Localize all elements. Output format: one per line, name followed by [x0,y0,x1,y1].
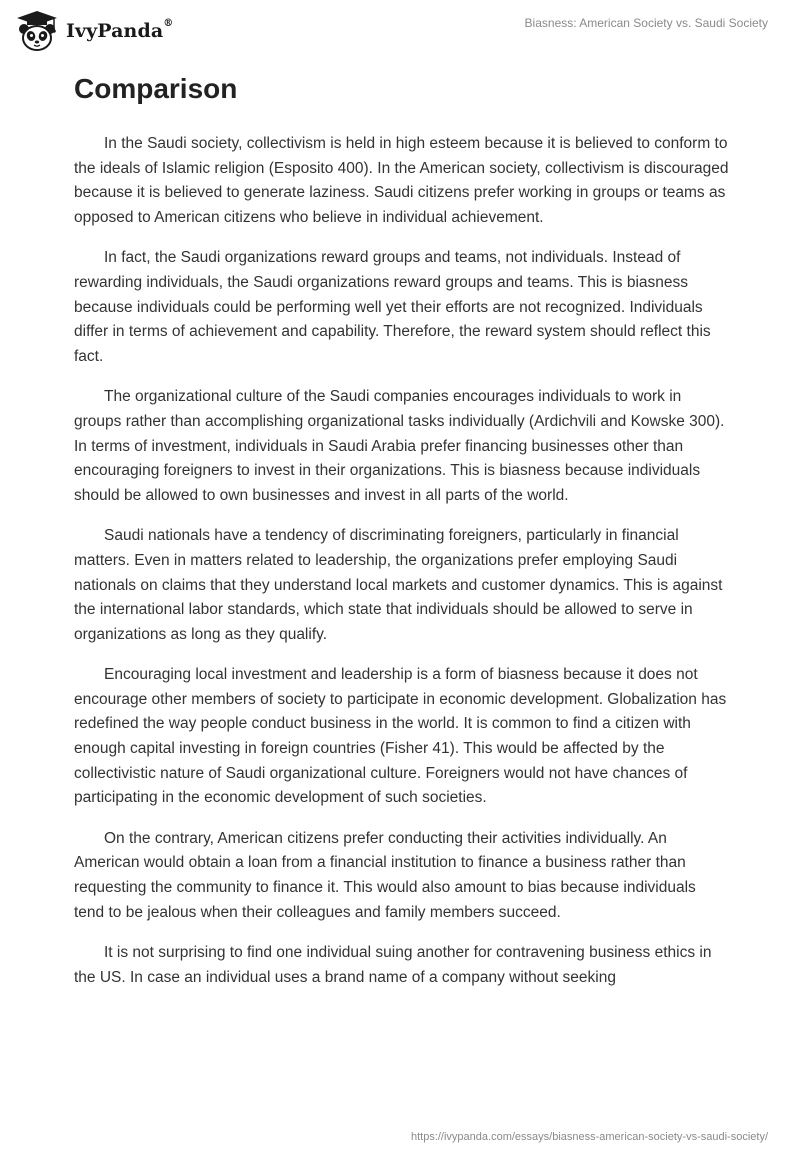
paragraph: On the contrary, American citizens prefer conducting their activities individually. An American would obtain a loan from a financial institution to finance a business rather than requesting the community to finance it. This would also amount to bias because individuals tend to be jealous when their colleagues and family members succeed. [74,829,696,921]
essay-body [74,132,730,1006]
section-heading: Comparison [74,73,238,104]
document-title: Biasness: American Society vs. Saudi Society [524,16,768,30]
paragraph: In the Saudi society, collectivism is held in high esteem because it is believed to conform to the ideals of Islamic religion (Esposito 400). In the American society, collectivism is discouraged because it is believed to generate laziness. Saudi citizens prefer working in groups or teams as opposed to American citizens who believe in individual achievement. [74,135,729,226]
paragraph: Encouraging local investment and leadership is a form of biasness because it does not encourage other members of society to participate in economic development. Globalization has redefined the way people conduct business in the world. It is common to find a citizen with enough capital investing in foreign countries (Fisher 41). This would be affected by the collectivistic nature of Saudi organizational culture. Foreigners would not have chances of participating in the economic development of such societies. [74,666,727,807]
logo-text: IvyPanda® [66,18,174,42]
paragraph: It is not surprising to find one individual suing another for contravening business ethics in the US. In case an individual uses a brand name of a company without seeking [74,944,712,986]
source-url[interactable]: https://ivypanda.com/essays/biasness-american-society-vs-saudi-society/ [410,1131,768,1143]
paragraph: Saudi nationals have a tendency of discriminating foreigners, particularly in financial matters. Even in matters related to leadership, the organizations prefer employing Saudi nationals on claims that they understand local markets and customer dynamics. This is against the international labor standards, which state that individuals should be allowed to serve in organizations as long as they qualify. [74,527,723,643]
logo[interactable] [14,8,173,54]
panda-graduate-icon [14,8,60,54]
paragraph: In fact, the Saudi organizations reward groups and teams, not individuals. Instead of rewarding individuals, the Saudi organizations reward groups and teams. This is biasness because individuals could be performing well yet their efforts are not recognized. Individuals differ in terms of achievement and capability. Therefore, the reward system should reflect this fact. [74,249,711,365]
paragraph: The organizational culture of the Saudi companies encourages individuals to work in groups rather than accomplishing organizational tasks individually (Ardichvili and Kowske 300). In terms of investment, individuals in Saudi Arabia prefer financing businesses other than encouraging foreigners to invest in their organizations. This is biasness because individuals should be allowed to own businesses and invest in all parts of the world. [74,388,725,504]
